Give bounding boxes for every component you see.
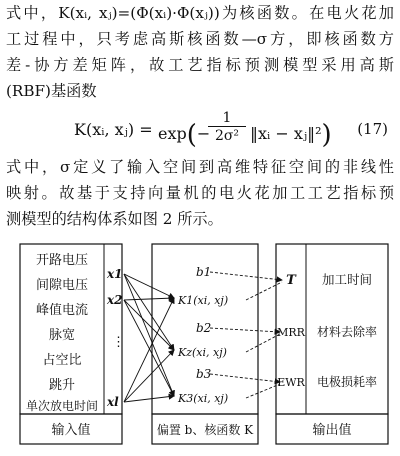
- input-var-dots: ⋮: [112, 335, 125, 350]
- equation-denominator: 2σ²: [214, 128, 240, 144]
- equation-norm: ‖xᵢ − xⱼ‖²: [250, 124, 322, 143]
- output-symbol-t: T: [286, 273, 296, 288]
- equation-exp: exp(−: [158, 120, 211, 150]
- bias-b1: b1: [196, 265, 212, 279]
- paragraph1-line1: 式中，K(xᵢ, xⱼ)=(Φ(xᵢ)·Φ(xⱼ))为核函数。在电火花加: [6, 4, 394, 22]
- input-label-5: 占空比: [42, 353, 82, 368]
- output-label-time: 加工时间: [321, 272, 373, 287]
- kernel-kz: Kz(xi, xj): [178, 346, 227, 359]
- output-symbol-ewr: EWR: [277, 376, 305, 389]
- input-var-xl: xl: [107, 395, 119, 409]
- output-footer-label: 输出值: [312, 423, 352, 438]
- paragraph1-line2: 工过程中，只考虑高斯核函数—σ方，即核函数方: [6, 30, 394, 48]
- equation-body: ‖xᵢ − xⱼ‖²): [250, 120, 332, 150]
- input-label-3: 峰值电流: [35, 303, 89, 318]
- input-kernel-connections: [124, 274, 174, 402]
- bias-b2: b2: [196, 321, 212, 335]
- middle-footer-label: 偏置 b、核函数 K: [156, 423, 254, 437]
- paragraph1-line3: 差-协方差矩阵，故工艺指标预测模型采用高斯: [6, 56, 394, 74]
- kernel-k3: K3(xi, xj): [178, 392, 229, 405]
- equation-number: (17): [357, 120, 388, 138]
- output-label-ewr: 电极损耗率: [316, 375, 378, 389]
- paragraph1-line4: (RBF)基函数: [6, 82, 97, 100]
- equation-numerator: 1: [208, 110, 246, 127]
- kernel-k1: K1(xi, xj): [178, 294, 229, 307]
- input-var-x2: x2: [107, 293, 123, 307]
- input-label-1: 开路电压: [35, 253, 89, 268]
- input-label-6: 跳升: [48, 378, 76, 393]
- equation-lhs: K(xᵢ, xⱼ) =: [74, 120, 153, 139]
- figure-2-diagram: [0, 236, 400, 456]
- output-symbol-mrr: MRR: [277, 326, 305, 339]
- output-label-mrr: 材料去除率: [316, 325, 378, 339]
- paragraph2-line1: 式中，σ定义了输入空间到高维特征空间的非线性: [6, 158, 394, 176]
- paragraph2-line2: 映射。故基于支持向量机的电火花加工工艺指标预: [6, 184, 394, 202]
- input-label-7: 单次放电时间: [25, 399, 99, 413]
- equation-17: [6, 110, 394, 150]
- equation-fraction: [208, 110, 246, 145]
- input-var-x1: x1: [107, 267, 123, 281]
- paragraph2-line3: 测模型的结构体系如图 2 所示。: [6, 210, 223, 228]
- input-footer-label: 输入值: [51, 423, 91, 438]
- input-label-4: 脉宽: [48, 328, 76, 343]
- output-connections: [210, 272, 282, 398]
- input-label-2: 间隙电压: [35, 278, 89, 293]
- equation-func: exp: [158, 124, 187, 143]
- bias-b3: b3: [196, 367, 212, 381]
